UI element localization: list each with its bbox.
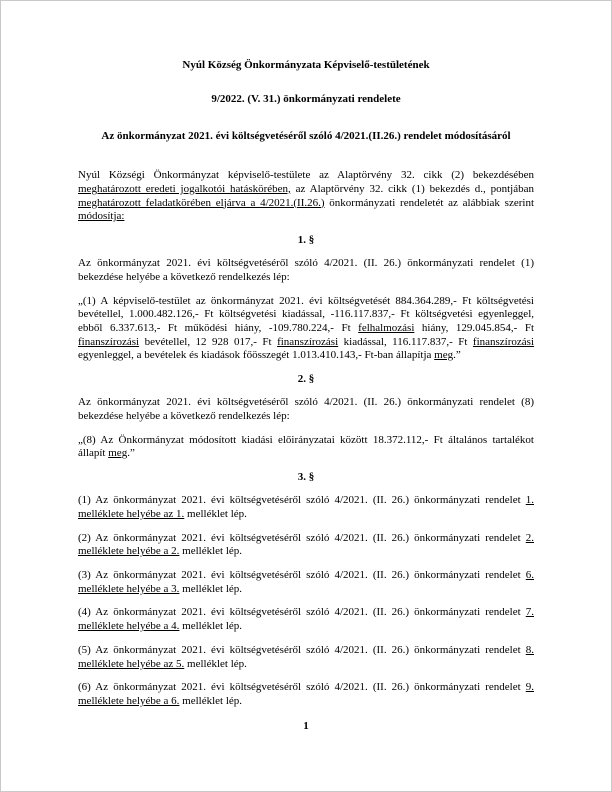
paragraph	[78, 434, 534, 461]
text-segment: (3) Az önkormányzat 2021. évi költségvetéséről szóló 4/2021. (II. 26.) önkormányzati rendelet	[78, 569, 526, 582]
paragraph	[78, 494, 534, 521]
text-segment: (1) Az önkormányzat 2021. évi költségvetéséről szóló 4/2021. (II. 26.) önkormányzati rendelet	[78, 494, 526, 507]
text-segment: melléklet lép.	[179, 582, 243, 595]
amended-underlined-text: 1. melléklete helyébe az 1.	[78, 494, 534, 520]
text-segment: „(1) A képviselő-testület az önkormányzat 2021. évi költségvetését 884.364.289,- Ft költségvetési bevétellel, 1.000.482.126,- Ft költségvetési kiadással, -116.117.837,- Ft költségvetési egyenleggel, ebből 6.337.613,- Ft működési hiány, -109.780.224,- Ft	[78, 294, 534, 334]
paragraph	[78, 532, 534, 559]
paragraph	[78, 169, 534, 224]
text-segment: az Alaptörvény 32. cikk (1) bekezdés d., pontjában	[290, 182, 534, 195]
text-segment: (2) Az önkormányzat 2021. évi költségvetéséről szóló 4/2021. (II. 26.) önkormányzati rendelet	[78, 531, 526, 544]
text-segment: egyenleggel, a bevételek és kiadások főösszegét 1.013.410.143,- Ft-ban állapítja	[78, 349, 435, 362]
amended-underlined-text: meg	[108, 447, 128, 460]
text-segment: Az önkormányzat 2021. évi költségvetéséről szóló 4/2021. (II. 26.) önkormányzati rendelet (1) bekezdése helyébe a következő rendelkezés lép:	[78, 257, 534, 283]
paragraph	[78, 569, 534, 596]
text-segment: (5) Az önkormányzat 2021. évi költségvetéséről szóló 4/2021. (II. 26.) önkormányzati rendelet	[78, 643, 526, 656]
amended-underlined-text: 2. melléklete helyébe a 2.	[78, 531, 534, 558]
amended-underlined-text: meg	[434, 349, 454, 362]
amended-underlined-text: finanszírozási	[78, 335, 140, 348]
text-segment: melléklet lép.	[179, 545, 243, 558]
amended-underlined-text: módosítja:	[78, 210, 125, 223]
text-segment: melléklet lép.	[184, 507, 247, 520]
text-segment: melléklet lép.	[184, 657, 247, 670]
text-segment: „(8) Az Önkormányzat módosított kiadási előirányzatai között 18.372.112,- Ft általános tartalékot állapít	[78, 433, 534, 460]
text-segment: .”	[127, 447, 135, 460]
amended-underlined-text: 7. melléklete helyébe a 4.	[78, 606, 534, 633]
document-title-line-2: 9/2022. (V. 31.) önkormányzati rendelete	[211, 92, 401, 105]
paragraph	[78, 295, 534, 364]
text-segment: kiadással, 116.117.837,- Ft	[338, 335, 473, 348]
amended-underlined-text: meghatározott eredeti jogalkotói hatáskörében,	[78, 182, 291, 195]
paragraph	[78, 257, 534, 284]
amended-underlined-text: felhalmozási	[358, 321, 415, 334]
text-segment: (6) Az önkormányzat 2021. évi költségvetéséről szóló 4/2021. (II. 26.) önkormányzati rendelet	[78, 681, 526, 694]
amended-underlined-text: 8. melléklete helyébe az 5.	[78, 643, 534, 670]
amended-underlined-text: finanszírozási	[277, 335, 339, 348]
paragraph	[78, 606, 534, 633]
page-number: 1	[303, 720, 309, 732]
amended-underlined-text: 6. melléklete helyébe a 3.	[78, 569, 534, 595]
text-segment: Az önkormányzat 2021. évi költségvetéséről szóló 4/2021. (II. 26.) önkormányzati rendelet (8) bekezdése helyébe a következő rendelkezés lép:	[78, 396, 534, 422]
amended-underlined-text: finanszírozási	[472, 335, 535, 348]
text-segment: (4) Az önkormányzat 2021. évi költségvetéséről szóló 4/2021. (II. 26.) önkormányzati rendelet	[78, 606, 526, 619]
section-heading: 2. §	[297, 373, 315, 386]
document-title-line-1: Nyúl Község Önkormányzata Képviselő-testületének	[182, 59, 430, 71]
text-segment: Nyúl Községi Önkormányzat képviselő-testülete az Alaptörvény 32. cikk (2) bekezdésében	[78, 169, 534, 182]
text-segment: hiány, 129.045.854,- Ft	[414, 321, 534, 334]
paragraph	[78, 644, 534, 671]
paragraph	[78, 396, 534, 423]
text-segment: .”	[453, 349, 461, 362]
amended-underlined-text: meghatározott feladatkörében eljárva a 4/2021.(II.26.)	[78, 196, 325, 209]
document-title-line-3: Az önkormányzat 2021. évi költségvetéséről szóló 4/2021.(II.26.) rendelet módosításáról	[101, 130, 511, 143]
document-body	[78, 169, 534, 709]
amended-underlined-text: 9. melléklete helyébe a 6.	[78, 681, 534, 707]
section-heading: 1. §	[297, 233, 315, 246]
document-content	[78, 59, 534, 719]
section-heading: 3. §	[297, 471, 315, 484]
paragraph	[78, 681, 534, 708]
text-segment: bevétellel, 12 928 017,- Ft	[139, 335, 278, 348]
text-segment: önkormányzati rendeletét az alábbiak szerint	[324, 196, 534, 209]
text-segment: melléklet lép.	[179, 695, 243, 707]
text-segment: melléklet lép.	[179, 620, 243, 633]
